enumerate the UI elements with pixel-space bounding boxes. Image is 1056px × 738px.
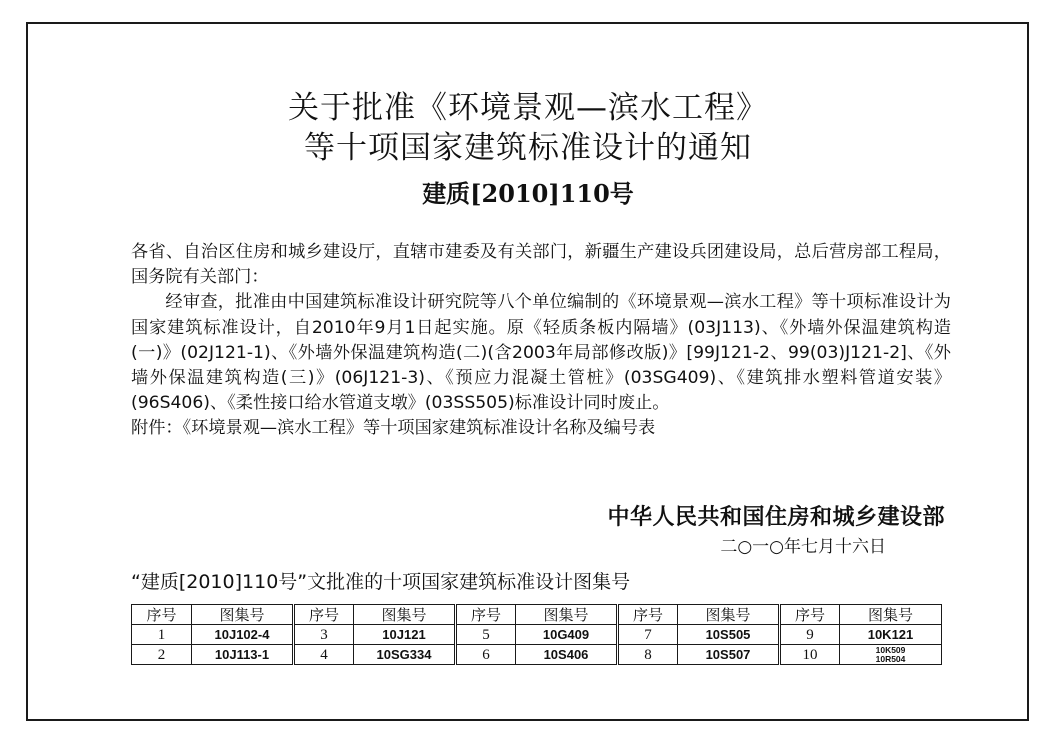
seq-cell: 1 — [132, 625, 192, 645]
code-cell: 10SG334 — [354, 645, 456, 665]
notice-title-line-2: 等十项国家建筑标准设计的通知 — [304, 130, 752, 166]
code-cell: 10S507 — [678, 645, 780, 665]
header-seq: 序号 — [294, 605, 354, 625]
code-cell: 10S505 — [678, 625, 780, 645]
seq-cell: 2 — [132, 645, 192, 665]
code-cell: 10K121 — [840, 625, 942, 645]
code-line-2: 10R504 — [875, 653, 906, 664]
seq-cell: 5 — [456, 625, 516, 645]
notice-title-line-1: 关于批准《环境景观—滨水工程》 — [288, 90, 768, 126]
seq-cell: 8 — [618, 645, 678, 665]
header-code: 图集号 — [678, 605, 780, 625]
seq-cell: 4 — [294, 645, 354, 665]
document-number: 建质[2010]110号 — [422, 179, 634, 208]
code-cell: 10G409 — [516, 625, 618, 645]
atlas-table-title: “建质[2010]110号”文批准的十项国家建筑标准设计图集号 — [131, 571, 631, 593]
attachment-line: 附件：《环境景观—滨水工程》等十项国家建筑标准设计名称及编号表 — [131, 418, 656, 439]
seq-cell: 9 — [780, 625, 840, 645]
code-cell: 10S406 — [516, 645, 618, 665]
seq-cell: 3 — [294, 625, 354, 645]
notice-body — [131, 240, 951, 442]
header-code: 图集号 — [192, 605, 294, 625]
issuing-authority: 中华人民共和国住房和城乡建设部 — [607, 505, 945, 530]
header-seq: 序号 — [456, 605, 516, 625]
recipients-line: 各省、自治区住房和城乡建设厅，直辖市建委及有关部门，新疆生产建设兵团建设局，总后营房部工程局，国务院有关部门： — [131, 242, 951, 288]
header-seq: 序号 — [780, 605, 840, 625]
atlas-number-table — [131, 604, 942, 665]
header-code: 图集号 — [354, 605, 456, 625]
issue-date: 二○一○年七月十六日 — [720, 537, 886, 557]
table-header-row — [132, 605, 942, 625]
header-seq: 序号 — [618, 605, 678, 625]
table-row — [132, 645, 942, 665]
code-cell: 10J113-1 — [192, 645, 294, 665]
header-code: 图集号 — [840, 605, 942, 625]
header-code: 图集号 — [516, 605, 618, 625]
seq-cell: 6 — [456, 645, 516, 665]
header-seq: 序号 — [132, 605, 192, 625]
seq-cell: 10 — [780, 645, 840, 665]
code-cell-stacked — [840, 645, 942, 665]
approval-paragraph: 经审查，批准由中国建筑标准设计研究院等八个单位编制的《环境景观—滨水工程》等十项标准设计为国家建筑标准设计，自2010年9月1日起实施。原《轻质条板内隔墙》(03J113)、《外墙外保温建筑构造(一)》(02J121-1)、《外墙外保温建筑构造(二)(含2003年局部修改版)》[99J121-2、99(03)J121-2]、《外墙外保温建筑构造(三)》(06J121-3)、《预应力混凝土管桩》(03SG409)、《建筑排水塑料管道安装》(96S406)、《柔性接口给水管道支墩》(03SS505)标准设计同时废止。 — [131, 292, 951, 414]
code-cell: 10J121 — [354, 625, 456, 645]
code-line-1: 10K509 — [875, 644, 906, 655]
code-cell: 10J102-4 — [192, 625, 294, 645]
table-row — [132, 625, 942, 645]
seq-cell: 7 — [618, 625, 678, 645]
